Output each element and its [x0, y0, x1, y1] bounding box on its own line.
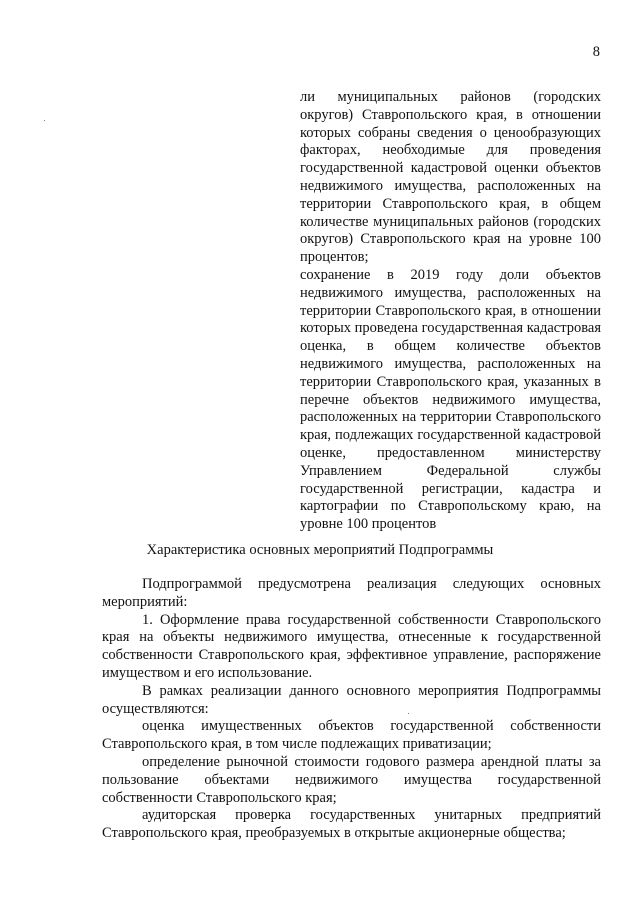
section-heading: Характеристика основных мероприятий Подпрограммы: [146, 542, 494, 558]
body-paragraph-4: оценка имущественных объектов государственной собственности Ставропольского края, в том числе подлежащих приватизации;: [102, 718, 601, 753]
indicator-paragraph-1: ли муниципальных районов (городских округов) Ставропольского края, в отношении которых собраны сведения о ценообразующих факторах, необходимые для проведения государственной кадастровой оценки объектов недвижимого имущества, расположенных на территории Ставропольского края, в общем количестве муниципальных районов (городских округов) Ставропольского края на уровне 100 процентов;: [300, 89, 601, 266]
indicator-paragraph-2: сохранение в 2019 году доли объектов недвижимого имущества, расположенных на территории Ставропольского края, в отношении которых проведена государственная кадастровая оценка, в общем количестве объектов недвижимого имущества, расположенных на территории Ставропольского края, указанных в перечне объектов недвижимого имущества, расположенных на территории Ставропольского края, подлежащих государственной кадастровой оценке, предоставленном министерству Управлением Федеральной службы государственной регистрации, кадастра и картографии по Ставропольскому краю, на уровне 100 процентов: [300, 266, 601, 533]
body-paragraph-1: Подпрограммой предусмотрена реализация следующих основных мероприятий:: [102, 576, 601, 610]
body-paragraph-5: определение рыночной стоимости годового размера арендной платы за пользование объектами недвижимого имущества государственной собственности Ставропольского края;: [102, 753, 601, 806]
page-number: 8: [592, 44, 600, 60]
scan-speck: [408, 713, 409, 714]
scan-speck: [44, 120, 45, 121]
body-text: [102, 576, 601, 843]
body-paragraph-3: В рамках реализации данного основного мероприятия Подпрограммы осуществляются:: [102, 682, 601, 717]
body-paragraph-2: 1. Оформление права государственной собственности Ставропольского края на объекты недвижимого имущества, отнесенные к государственной собственности Ставропольского края, эффективное управление, распоряжение имуществом и его использование.: [102, 611, 601, 681]
indicator-column: [300, 89, 601, 534]
body-paragraph-6: аудиторская проверка государственных унитарных предприятий Ставропольского края, преобразуемых в открытые акционерные общества;: [102, 807, 601, 842]
